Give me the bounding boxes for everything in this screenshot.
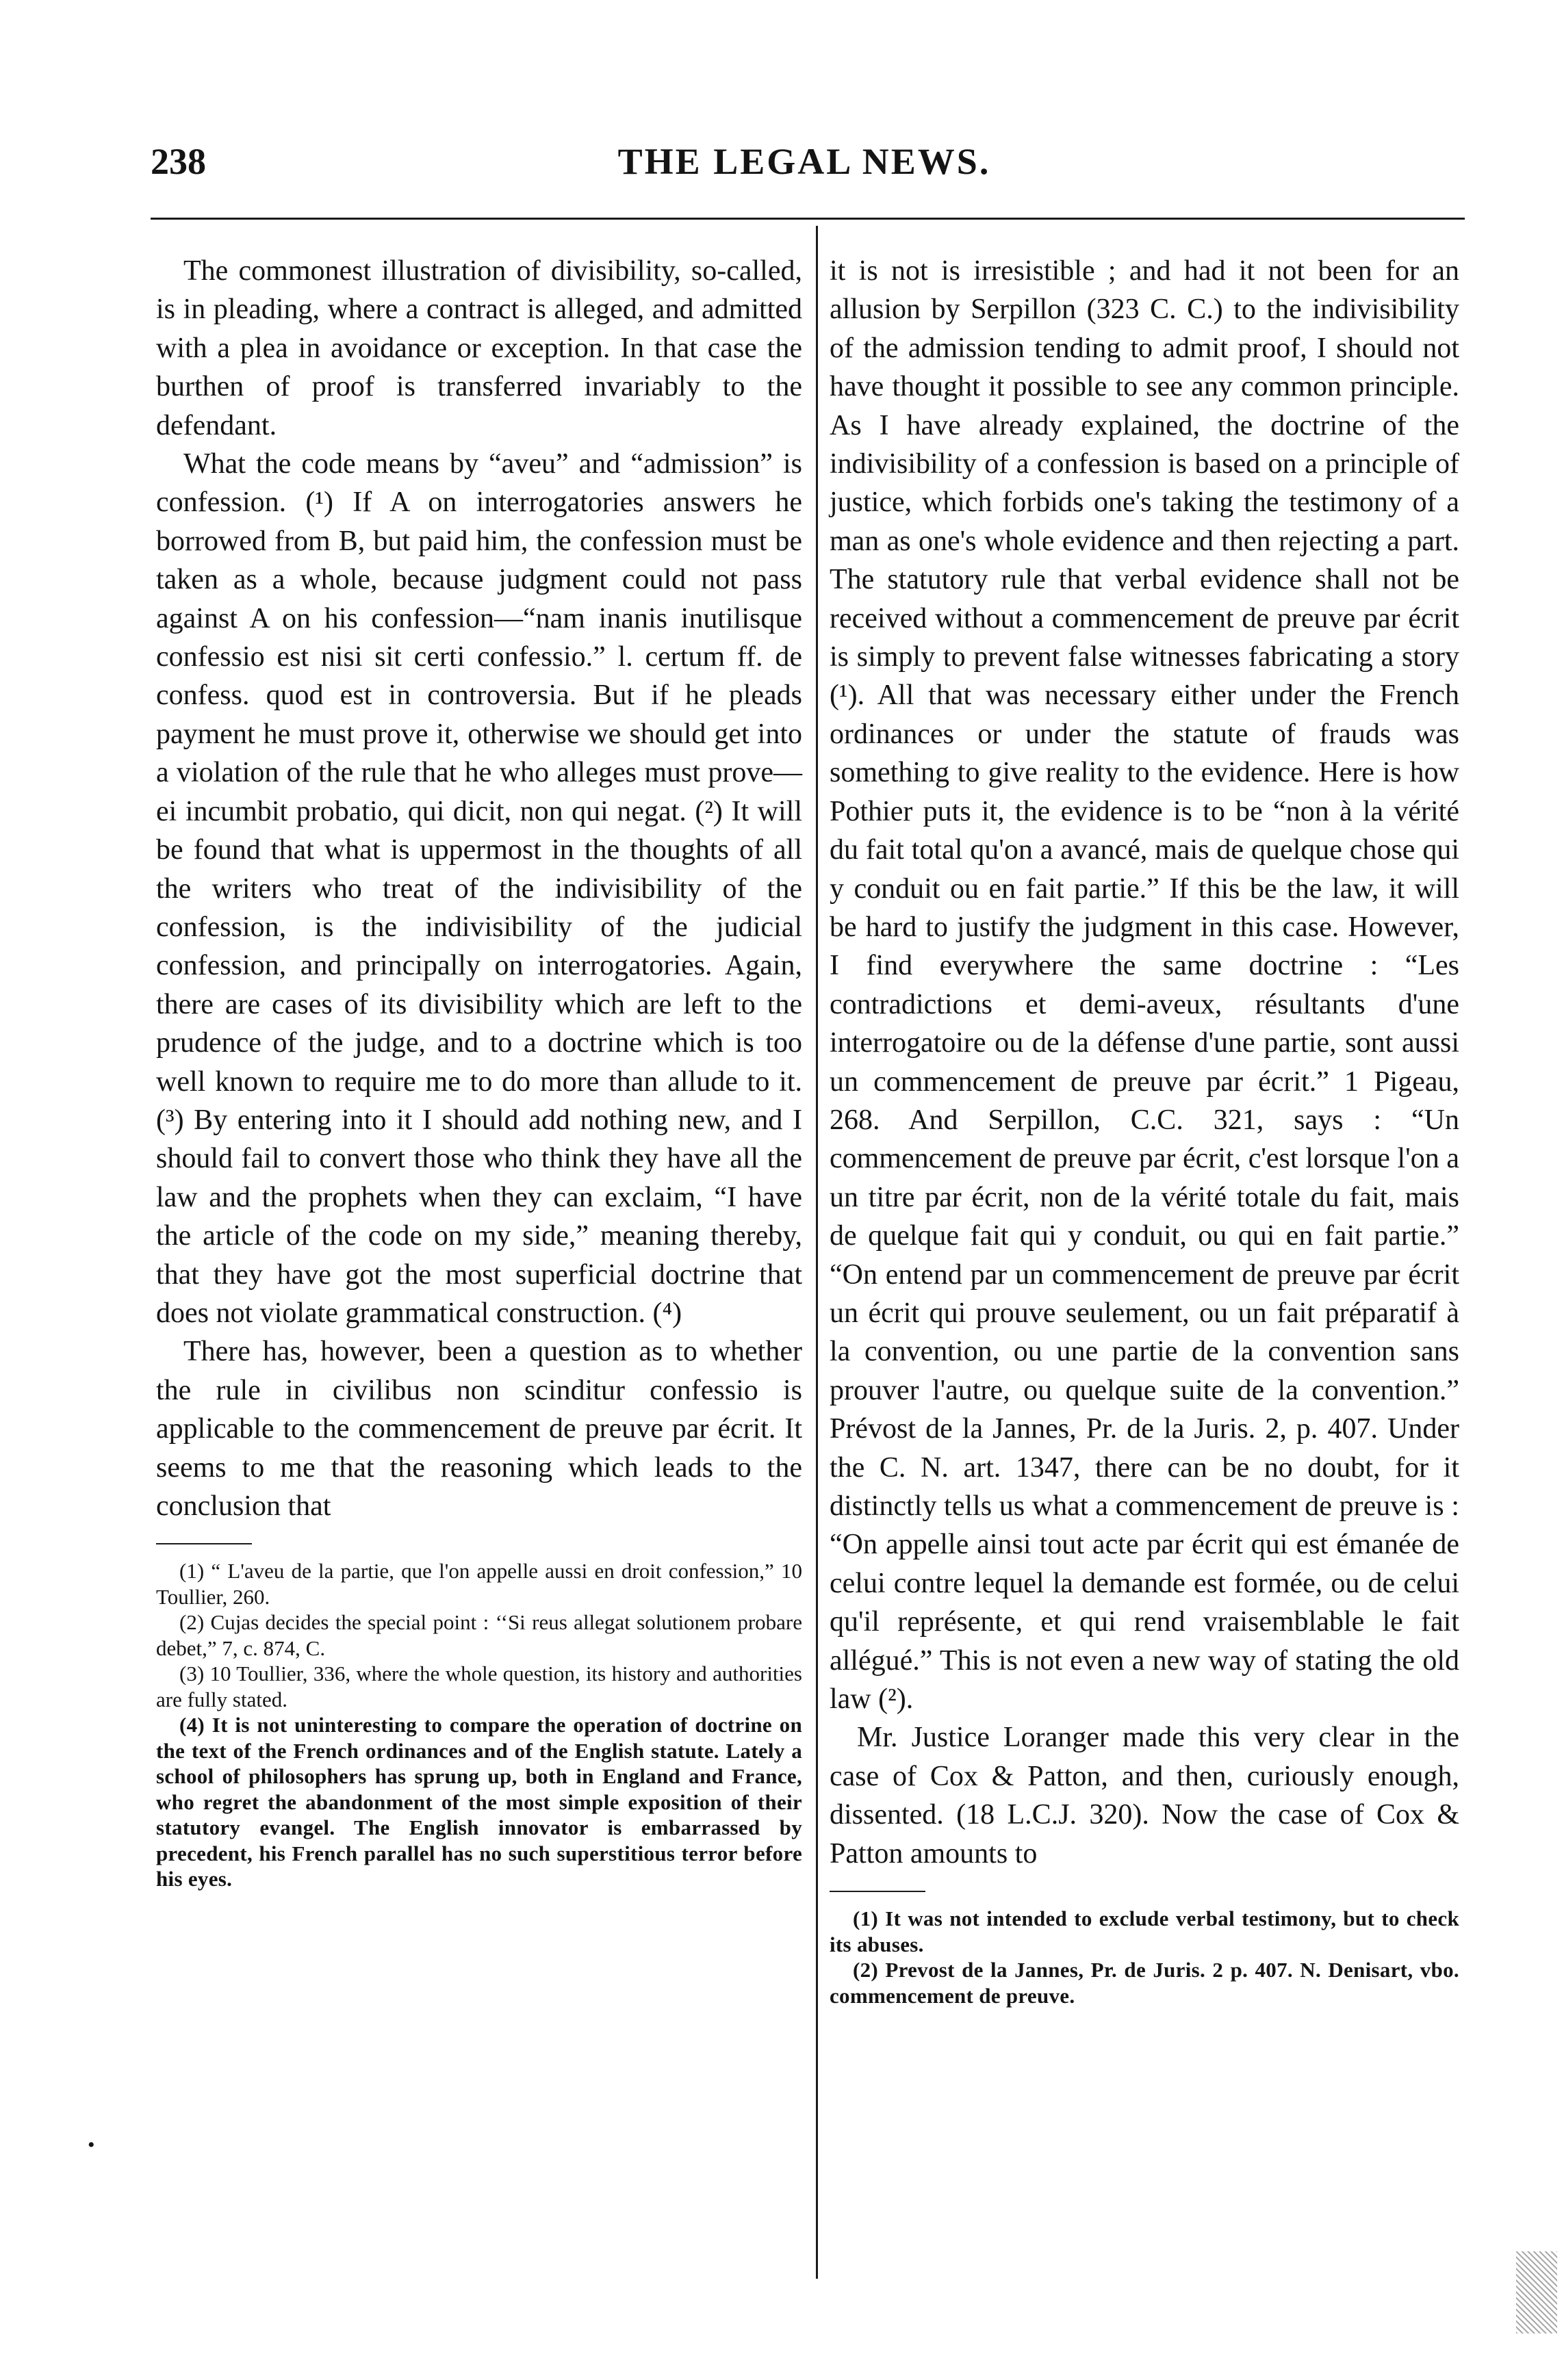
right-footnote-rule: [830, 1891, 925, 1892]
left-footnote-2: (2) Cujas decides the special point : ‘‘Si reus allegat solutionem probare debet,” 7, c. 874, C.: [156, 1610, 802, 1660]
right-paragraph-1: it is not is irresistible ; and had it not been for an allusion by Serpillon (323 C. C.) to the indivisibility of the admission tending to admit proof, I should not have thought it possible to see any common principle. As I have already explained, the doctrine of the indivisibility of a confession is based on a principle of justice, which forbids one's taking the testimony of a man as one's whole evidence and then rejecting a part. The statutory rule that verbal evidence shall not be received without a commencement de preuve par écrit is simply to prevent false witnesses fabricating a story (¹). All that was necessary either under the French ordinances or under the statute of frauds was something to give reality to the evidence. Here is how Pothier puts it, the evidence is to be “non à la vérité du fait total qu'on a avancé, mais de quelque chose qui y conduit ou en fait partie.” If this be the law, it will be hard to justify the judgment in this case. However, I find everywhere the same doctrine : “Les contradictions et demi-aveux, résultants d'une interrogatoire ou de la défense d'une partie, sont aussi un commencement de preuve par écrit.” 1 Pigeau, 268. And Serpillon, C.C. 321, says : “Un commencement de preuve par écrit, c'est lorsque l'on a un titre par écrit, non de la vérité totale du fait, mais de quelque fait qui y conduit, ou qui en fait partie.” “On entend par un commencement de preuve par écrit un écrit qui prouve seulement, ou un fait préparatif à la convention, ou une partie de la convention sans prouver l'autre, ou quelque suite de la convention.” Prévost de la Jannes, Pr. de la Juris. 2, p. 407. Under the C. N. art. 1347, there can be no doubt, for it distinctly tells us what a commencement de preuve is : “On appelle ainsi tout acte par écrit qui est émanée de celui contre lequel la demande est formée, ou de celui qu'il représente, et qui rend vraisemblable le fait allégué.” This is not even a new way of stating the old law (²).: [830, 255, 1459, 1716]
left-footnote-4: (4) It is not uninteresting to compare the operation of doctrine on the text of the French ordinances and of the English statute. Lately a school of philosophers has sprung up, both in England and France, who regret the abandonment of the most simple exposition of their statutory evangel. The English innovator is embarrassed by precedent, his French parallel has no such superstitious terror before his eyes.: [156, 1713, 802, 1891]
left-paragraph-3: There has, however, been a question as to whether the rule in civilibus non scinditur confessio is applicable to the commencement de preuve par écrit. It seems to me that the reasoning which leads to the conclusion that: [156, 1336, 802, 1522]
page-edge-scan-artifact: [1516, 2251, 1557, 2333]
right-body-text: [830, 252, 1459, 1873]
page-number: 238: [151, 141, 206, 182]
right-footnotes: [830, 1906, 1459, 2008]
right-footnote-1: (1) It was not intended to exclude verbal testimony, but to check its abuses.: [830, 1906, 1459, 1956]
right-footnote-2: (2) Prevost de la Jannes, Pr. de Juris. 2 p. 407. N. Denisart, vbo. commencement de preuve.: [830, 1958, 1459, 2008]
margin-mark: •: [88, 2134, 95, 2156]
header-rule: [151, 218, 1465, 220]
left-column: [156, 252, 802, 1892]
journal-title: THE LEGAL NEWS.: [617, 141, 991, 182]
column-divider: [816, 226, 818, 2279]
left-footnote-rule: [156, 1543, 252, 1544]
left-body-text: [156, 252, 802, 1525]
right-paragraph-2: Mr. Justice Loranger made this very clear in the case of Cox & Patton, and then, curiously enough, dissented. (18 L.C.J. 320). Now the case of Cox & Patton amounts to: [830, 1722, 1459, 1870]
page-header: [151, 140, 1458, 195]
left-footnotes: [156, 1558, 802, 1892]
right-column: [830, 252, 1459, 2008]
left-paragraph-2: What the code means by “aveu” and “admission” is confession. (¹) If A on interrogatories answers he borrowed from B, but paid him, the confession must be taken as a whole, because judgment could not pass against A on his confession—“nam inanis inutilisque confessio est nisi sit certi confessio.” l. certum ff. de confess. quod est in controversia. But if he pleads payment he must prove it, otherwise we should get into a violation of the rule that he who alleges must prove—ei incumbit probatio, qui dicit, non qui negat. (²) It will be found that what is uppermost in the thoughts of all the writers who treat of the indivisibility of the confession, is the indivisibility of the judicial confession, and principally on interrogatories. Again, there are cases of its divisibility which are left to the prudence of the judge, and to a doctrine which is too well known to require me to do more than allude to it. (³) By entering into it I should add nothing new, and I should fail to convert those who think they have all the law and the prophets when they can exclaim, “I have the article of the code on my side,” meaning thereby, that they have got the most superficial doctrine that does not violate grammatical construction. (⁴): [156, 448, 802, 1329]
left-paragraph-1: The commonest illustration of divisibility, so-called, is in pleading, where a contract is alleged, and admitted with a plea in avoidance or exception. In that case the burthen of proof is transferred invariably to the defendant.: [156, 255, 802, 441]
left-footnote-1: (1) “ L'aveu de la partie, que l'on appelle aussi en droit confession,” 10 Toullier, 260.: [156, 1559, 802, 1609]
left-footnote-3: (3) 10 Toullier, 336, where the whole question, its history and authorities are fully stated.: [156, 1661, 802, 1711]
